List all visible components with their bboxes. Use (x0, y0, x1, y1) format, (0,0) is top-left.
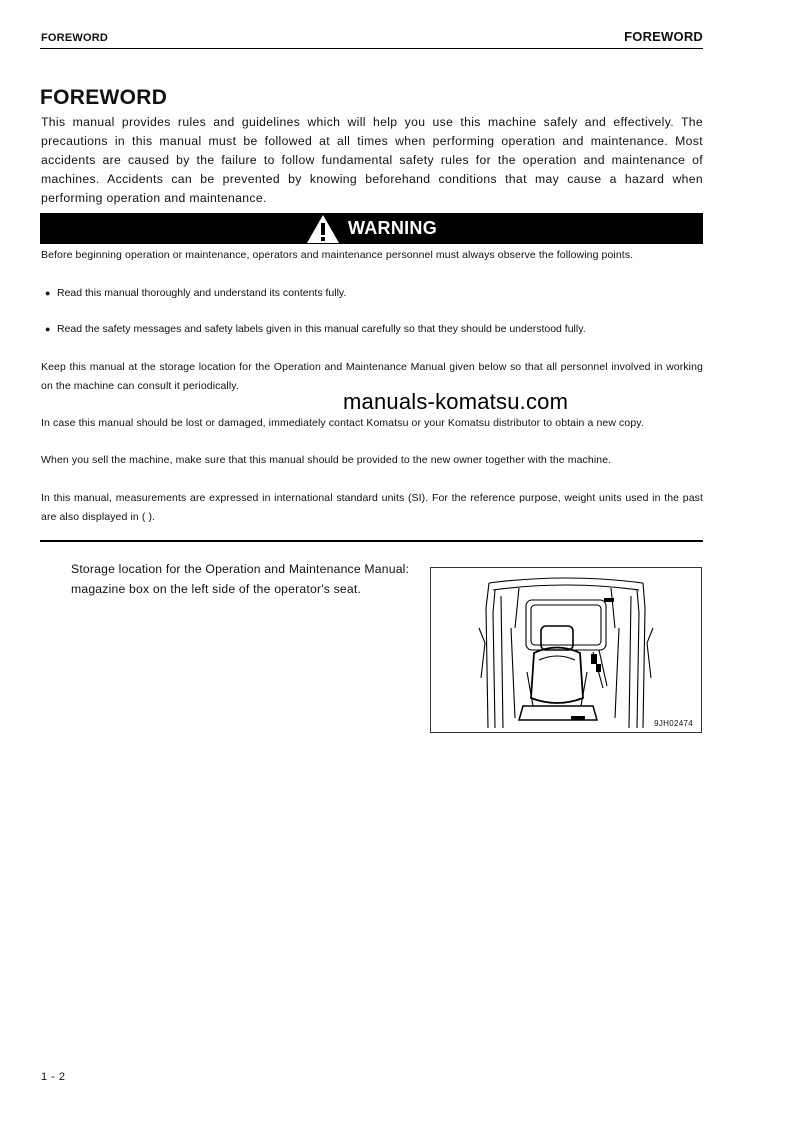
watermark-text: manuals-komatsu.com (343, 389, 569, 414)
bullet-icon: ● (45, 324, 51, 334)
storage-instruction-paragraph: Keep this manual at the storage location for the Operation and Maintenance Manual given below so that all personnel involved in working on the machine can consult it periodically. (41, 361, 703, 392)
section-divider (40, 540, 703, 542)
page-number: 1 - 2 (41, 1071, 66, 1083)
warning-banner (40, 213, 703, 244)
lost-manual-paragraph: In case this manual should be lost or damaged, immediately contact Komatsu or your Komatsu distributor to obtain a new copy. (41, 417, 644, 429)
bullet-text: Read this manual thoroughly and understand its contents fully. (57, 287, 347, 299)
bullet-icon: ● (45, 288, 51, 298)
storage-location-text: Storage location for the Operation and Maintenance Manual: magazine box on the left side of the operator's seat. (71, 562, 410, 596)
page-title: FOREWORD (40, 86, 168, 109)
list-item (45, 320, 700, 338)
header-divider (40, 48, 703, 49)
list-item (45, 284, 700, 302)
operator-cab-illustration (430, 567, 702, 733)
warning-lead-text: Before beginning operation or maintenance, operators and maintenance personnel must always observe the following points. (41, 249, 634, 261)
intro-paragraph: This manual provides rules and guidelines which will help you use this machine safely and effectively. The precautions in this manual must be followed at all times when performing operation and maintenance. Most accidents are caused by the failure to follow fundamental safety rules for the operation and maintenance of machines. Accidents can be prevented by knowing beforehand conditions that may cause a hazard when performing operation and maintenance. (41, 115, 703, 205)
warning-triangle-icon (306, 214, 340, 244)
warning-label: WARNING (347, 218, 438, 238)
units-paragraph: In this manual, measurements are expressed in international standard units (SI). For the reference purpose, weight units used in the past are also displayed in ( ). (41, 492, 703, 523)
bullet-text: Read the safety messages and safety labels given in this manual carefully so that they should be understood fully. (57, 323, 586, 335)
sell-machine-paragraph: When you sell the machine, make sure that this manual should be provided to the new owner together with the machine. (41, 454, 612, 466)
cab-drawing (431, 568, 701, 732)
running-header-left: FOREWORD (41, 32, 108, 44)
running-header-right: FOREWORD (624, 29, 703, 44)
figure-id-label: 9JH02474 (654, 719, 693, 728)
